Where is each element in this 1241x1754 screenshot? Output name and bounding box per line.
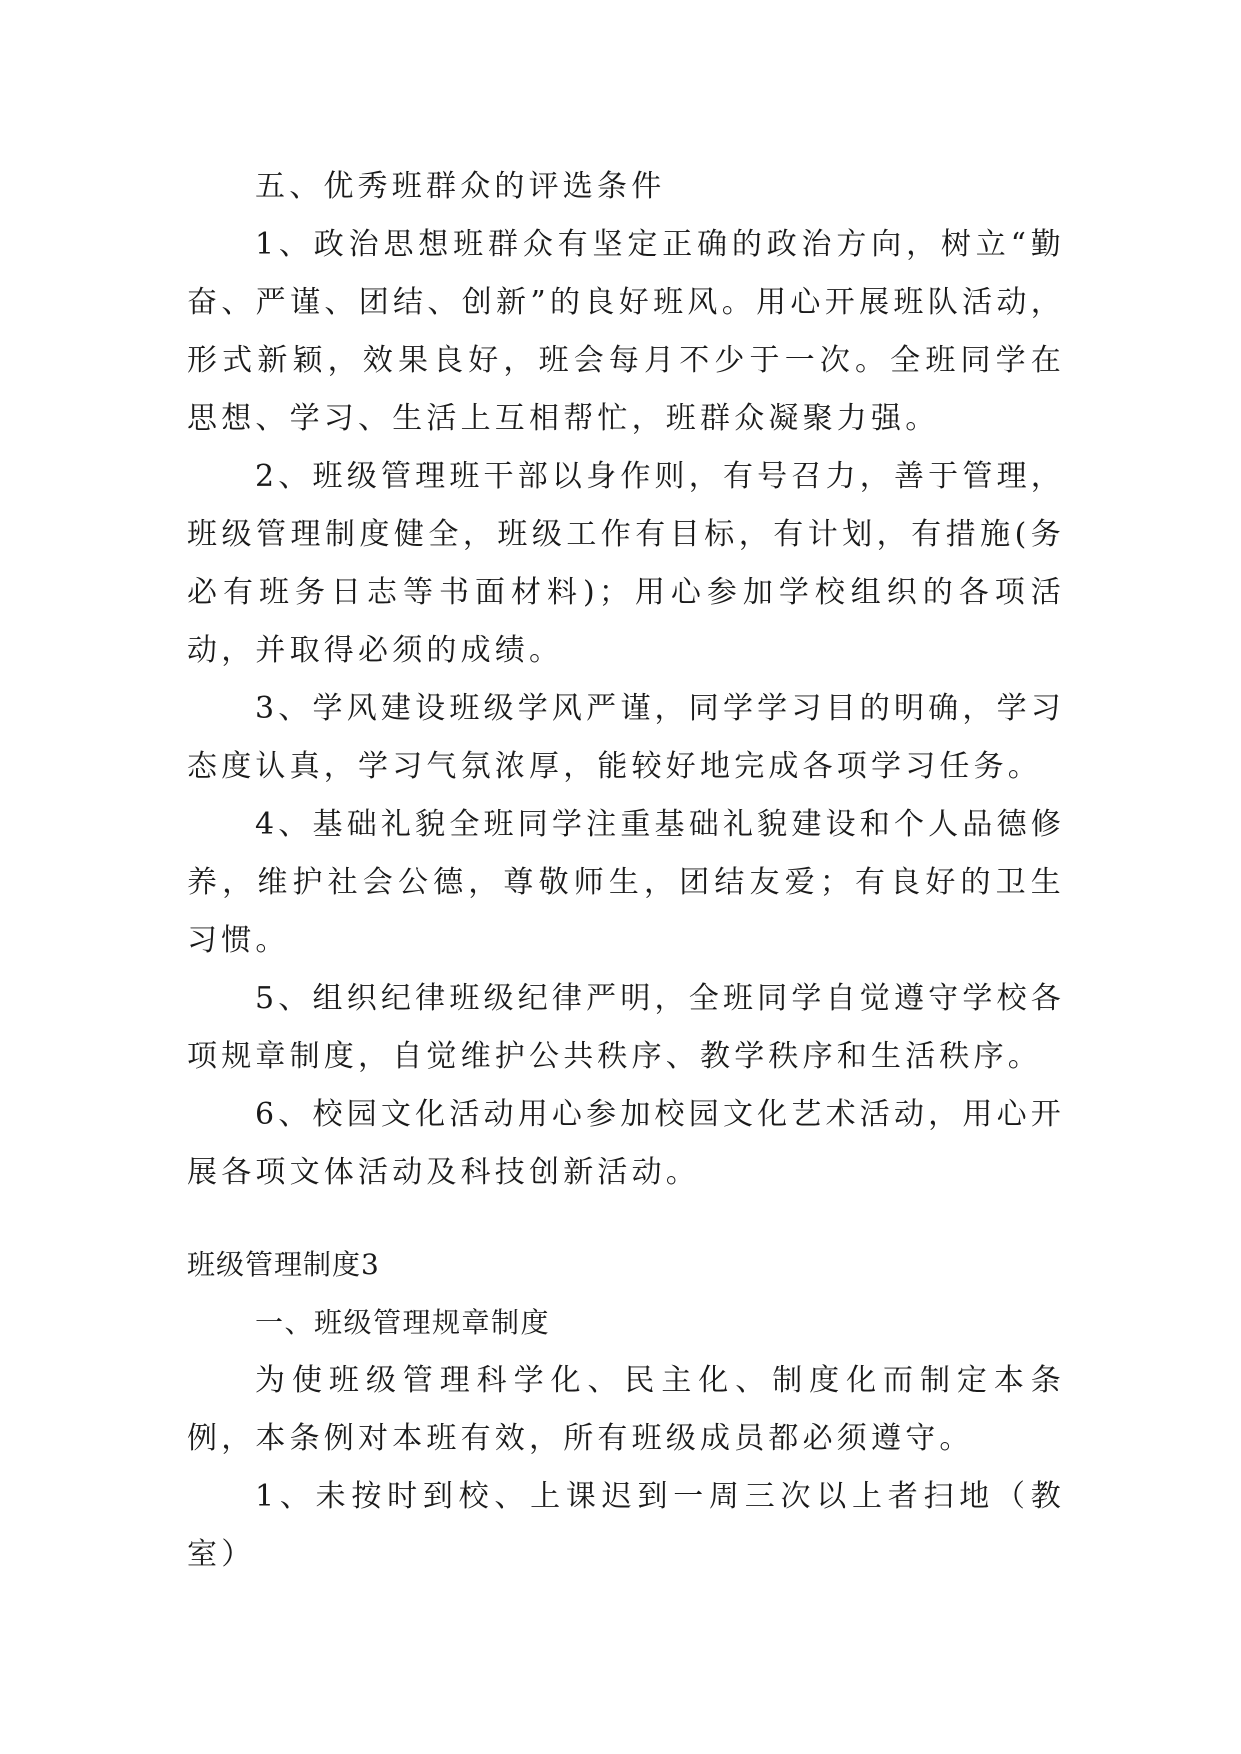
paragraph-item: 2、班级管理班干部以身作则，有号召力，善于管理，班级管理制度健全，班级工作有目标，有计划，有措施(务必有班务日志等书面材料)；用心参加学校组织的各项活动，并取得必须的成绩。 <box>187 459 1065 668</box>
document-title: 班级管理制度3 <box>187 1248 380 1281</box>
text-column <box>187 158 1065 1584</box>
paragraph-item: 4、基础礼貌全班同学注重基础礼貌建设和个人品德修养，维护社会公德，尊敬师生，团结友爱；有良好的卫生习惯。 <box>187 807 1065 958</box>
paragraph-item: 6、校园文化活动用心参加校园文化艺术活动，用心开展各项文体活动及科技创新活动。 <box>187 1097 1065 1190</box>
paragraph-item: 1、未按时到校、上课迟到一周三次以上者扫地（教室） <box>187 1479 1065 1572</box>
section-heading: 一、班级管理规章制度 <box>255 1306 551 1339</box>
paragraph-item: 3、学风建设班级学风严谨，同学学习目的明确，学习态度认真，学习气氛浓厚，能较好地完成各项学习任务。 <box>187 691 1065 784</box>
section-heading: 五、优秀班群众的评选条件 <box>255 169 666 204</box>
paragraph-item: 5、组织纪律班级纪律严明，全班同学自觉遵守学校各项规章制度，自觉维护公共秩序、教学秩序和生活秩序。 <box>187 981 1065 1074</box>
paragraph-intro: 为使班级管理科学化、民主化、制度化而制定本条例，本条例对本班有效，所有班级成员都必须遵守。 <box>187 1363 1065 1456</box>
paragraph-item: 1、政治思想班群众有坚定正确的政治方向，树立“勤奋、严谨、团结、创新”的良好班风。用心开展班队活动，形式新颖，效果良好，班会每月不少于一次。全班同学在思想、学习、生活上互相帮忙，班群众凝聚力强。 <box>187 227 1065 436</box>
